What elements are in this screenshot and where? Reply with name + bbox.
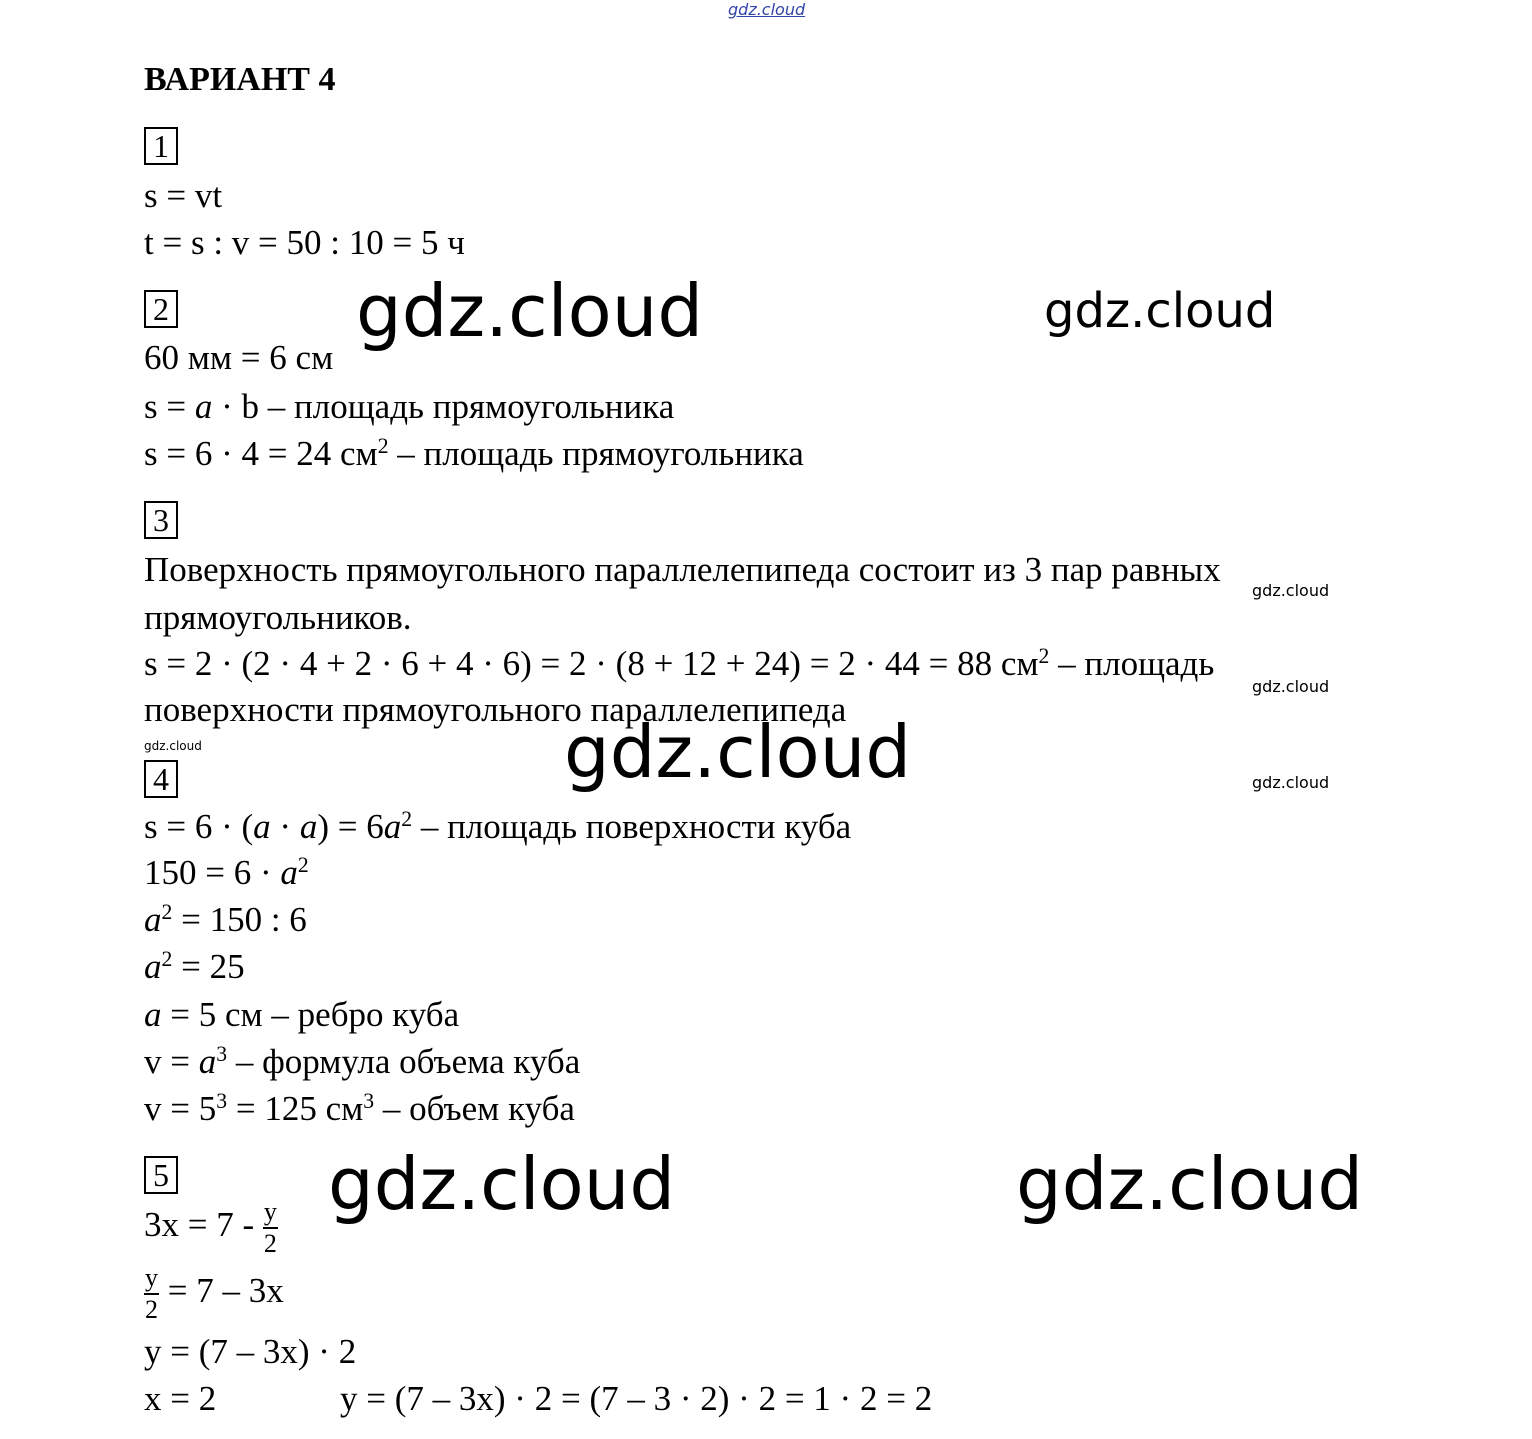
fraction-denominator: 2 [263,1229,277,1258]
task3-line1: Поверхность прямоугольного параллелепипеда состоит из 3 пар равных [144,550,1221,589]
text-run: v = 5 [144,1089,217,1128]
superscript: 2 [377,434,389,459]
task2-line1: 60 мм = 6 см [144,338,334,377]
task2-line2 [144,389,674,424]
task-number-3: 3 [144,501,178,539]
text-run: – объем куба [374,1089,575,1128]
variable-a: a [299,807,318,846]
superscript: 2 [161,900,173,925]
text-run: · [270,807,300,846]
variable-a: a [280,853,298,892]
watermark: gdz.cloud [356,269,704,353]
fraction [144,1265,159,1323]
task5-line1 [144,1199,278,1257]
variable-a: a [144,900,162,939]
task5-line2 [144,1265,284,1323]
text-run: s = [144,387,195,426]
variable-a: a [383,807,402,846]
task1-line1: s = vt [144,176,223,215]
page-title: ВАРИАНТ 4 [144,61,336,98]
fraction [263,1199,278,1257]
task-number-4: 4 [144,760,178,798]
task5-line4-y: y = (7 – 3x) · 2 = (7 – 3 · 2) · 2 = 1 · 2 = 2 [340,1379,933,1418]
watermark: gdz.cloud [1252,677,1330,696]
task4-line6 [144,1044,580,1079]
task4-line1 [144,809,851,844]
variable-a: a [144,995,162,1034]
fraction-numerator: y [263,1199,278,1229]
text-run: v = [144,1042,199,1081]
text-run: s = 6 · ( [144,807,254,846]
text-run: = 150 : 6 [172,900,307,939]
text-run: ) = 6 [317,807,384,846]
text-run: – площадь поверхности куба [412,807,852,846]
superscript: 2 [297,853,309,878]
variable-a: a [194,387,213,426]
text-run: = 7 – 3x [159,1271,284,1311]
text-run: = 25 [172,947,245,986]
task3-line2: прямоугольников. [144,598,412,637]
watermark: gdz.cloud [1016,1142,1364,1226]
superscript: 2 [1038,644,1050,669]
task1-line2: t = s : v = 50 : 10 = 5 ч [144,223,465,262]
watermark: gdz.cloud [1252,581,1330,600]
header-watermark: gdz.cloud [728,0,806,19]
text-run: – площадь [1049,644,1215,683]
task5-line3: y = (7 – 3x) · 2 [144,1332,357,1371]
watermark: gdz.cloud [1044,283,1276,339]
variable-a: a [253,807,271,846]
task3-line3 [144,646,1214,681]
text-run: s = 2 · (2 · 4 + 2 · 6 + 4 · 6) = 2 · (8 + 12 + 24) = 2 · 44 = 88 см [144,644,1039,683]
task4-line2 [144,855,309,890]
task2-line3 [144,436,804,471]
text-run: · b – площадь прямоугольника [212,387,675,426]
superscript: 3 [216,1089,228,1114]
task4-line7 [144,1091,575,1126]
text-run: 3x = 7 - [144,1205,263,1245]
text-run: – площадь прямоугольника [388,434,804,473]
task-number-5: 5 [144,1156,178,1194]
superscript: 2 [161,947,173,972]
task4-line3 [144,902,307,937]
superscript: 2 [401,807,413,832]
task-number-1: 1 [144,127,178,165]
task3-line4: поверхности прямоугольного параллелепипеда [144,690,847,729]
superscript: 3 [216,1042,228,1067]
watermark: gdz.cloud [144,739,202,753]
variable-a: a [198,1042,217,1081]
watermark: gdz.cloud [564,710,912,794]
superscript: 3 [363,1089,375,1114]
watermark: gdz.cloud [328,1142,676,1226]
fraction-numerator: y [144,1265,159,1295]
text-run: – формула объема куба [227,1042,581,1081]
task4-line5 [144,997,459,1032]
text-run: = 5 см – ребро куба [161,995,460,1034]
text-run: s = 6 · 4 = 24 см [144,434,378,473]
task4-line4 [144,949,245,984]
task-number-2: 2 [144,290,178,328]
fraction-denominator: 2 [145,1295,158,1324]
variable-a: a [144,947,162,986]
text-run: = 125 см [227,1089,364,1128]
text-run: 150 = 6 · [144,853,281,892]
watermark: gdz.cloud [1252,773,1330,792]
task5-line4-x: x = 2 [144,1379,217,1418]
